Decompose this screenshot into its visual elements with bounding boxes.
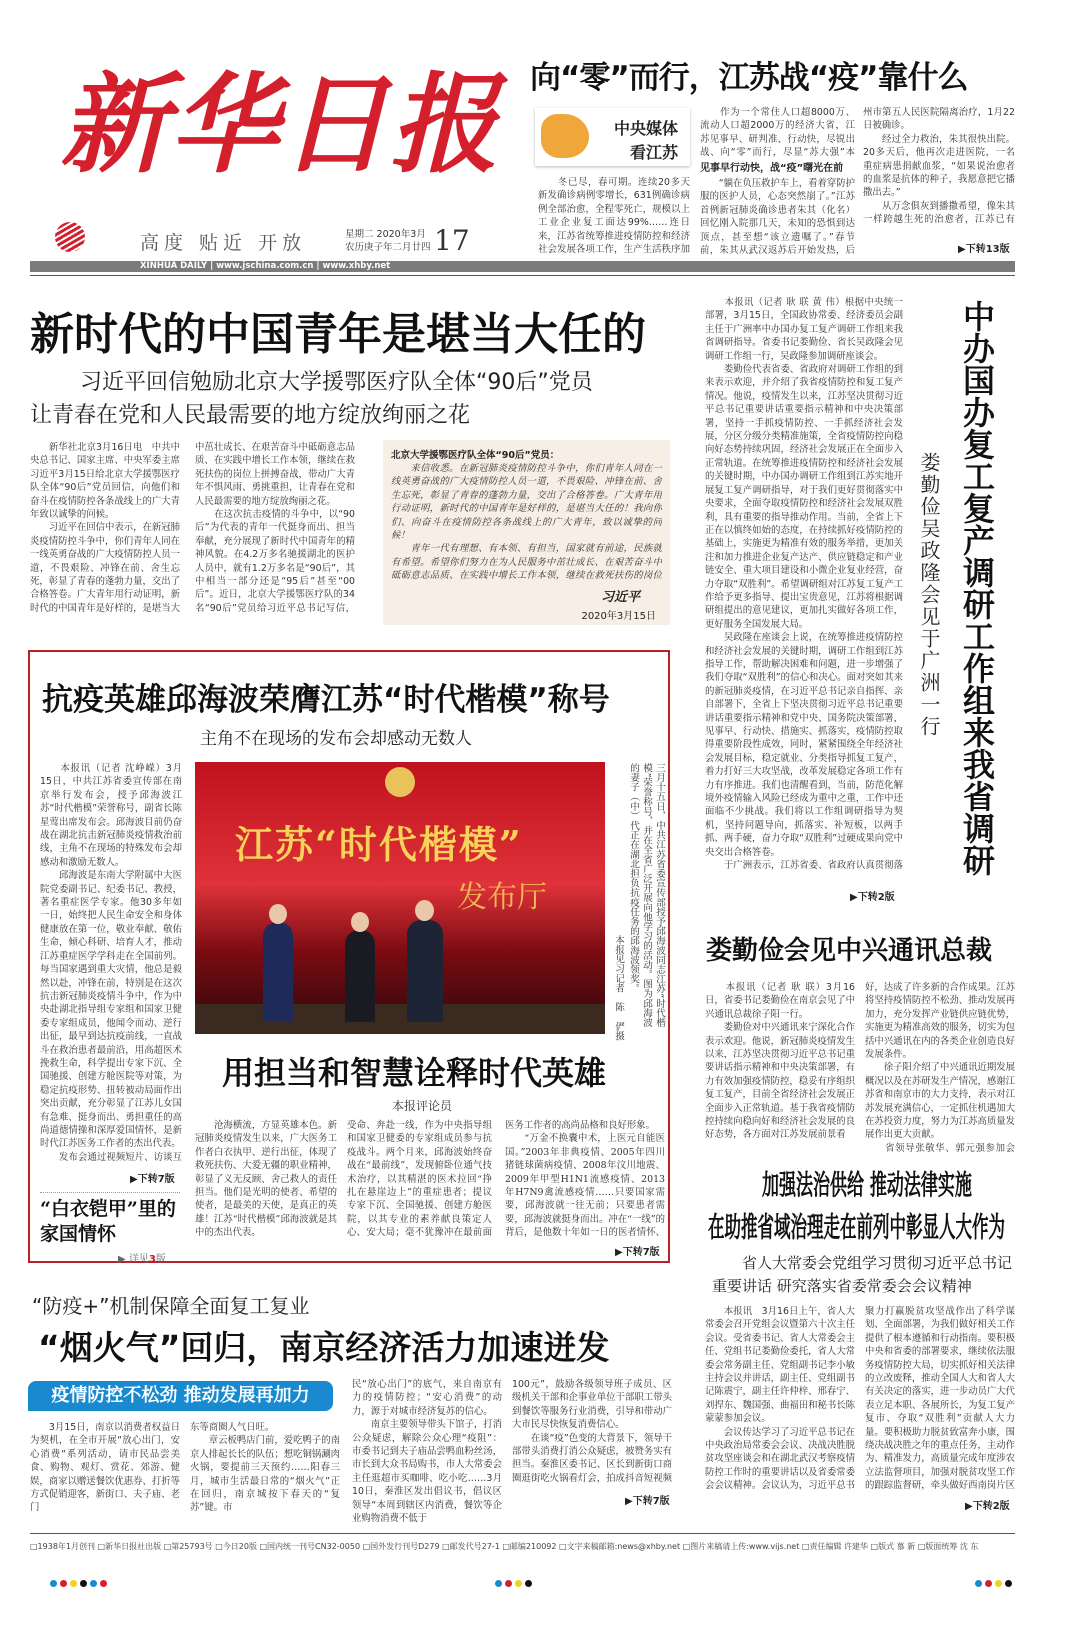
commentary-col3: 医务工作者的高尚品格和良好形象。 “万金不换囊中术，上医元自能医国。”2003年非典疫情、2005年四川猪链球菌病疫情、2008年汶川地震、2009年甲型H1N1流感疫情、2013年H7N9禽流感疫情……只要国家需要，邱海波就一往无前；只要患者需要，邱海波就挺身而出。冲在“一线”的背后，是他数十年如一日的医者情怀、 xyxy=(505,1120,665,1239)
hero-headline[interactable]: 抗疫英雄邱海波荣膺江苏“时代楷模”称号 xyxy=(42,682,610,718)
lead-col2: 中茁壮成长、在艰苦奋斗中砥砺意志品质、在实践中增长工作本领，继续在救死扶伤的岗位上拼搏奋战，带动广大青年不惧风雨、勇挑重担，让青春在党和人民最需要的地方绽放绚丽之花。 在这次抗击疫情的斗争中，以“90后”为代表的青年一代挺身而出、担当奉献，充分展现了新时代中国青年的精神风貌。在4.2万多名驰援湖北的医护人员中，就有1.2万多名是“90后”，其中相当一部分还是“95后”甚至“00后”。近日，北京大学援鄂医疗队的34名“90后”党员给习近平总书记写信， xyxy=(195,442,355,614)
divider xyxy=(30,275,1015,276)
side-story-title[interactable]: “白衣铠甲”里的家国情怀 xyxy=(40,1198,176,1245)
continued-link[interactable]: ▶下转7版 xyxy=(615,1247,660,1258)
color-registration-marks xyxy=(50,1580,107,1587)
letter-box xyxy=(383,440,670,625)
nanjing-col1: 3月15日，南京以消费者权益日为契机，在全市开展“放心出门，安心消费”系列活动，请市民品尝美食、购物、观灯、赏花、郊游、健娱，商家以赠送餐饮优惠券、打折等方式促销迎客，新街口、夫子庙、老门 xyxy=(30,1422,180,1514)
nanjing-headline[interactable]: “烟火气”回归，南京经济活力加速迸发 xyxy=(38,1328,610,1367)
see-page-link[interactable] xyxy=(118,1250,166,1265)
continued-link[interactable]: ▶下转2版 xyxy=(850,892,895,903)
commentary-col1: 沧海横流，方显英雄本色。新冠肺炎疫情发生以来，广大医务工作者白衣执甲、逆行出征，体现了救死扶伤、大爱无疆的职业精神，彰显了义无反顾、舍己救人的责任担当。他们是光明的使者、希望的使者，是最美的天使，是真正的英雄！江苏“时代楷模”邱海波就是其中的杰出代表。 xyxy=(195,1120,337,1239)
continued-link[interactable]: ▶下转7版 xyxy=(130,1174,175,1185)
lead-subhead-2: 让青春在党和人民最需要的地方绽放绚丽之花 xyxy=(30,403,471,428)
top-story-col1: 冬已尽，春可期。连续20多天新发确诊病例零增长，631例确诊病例全部治愈，全程零死亡，规模以上工业企业复工面达99%……连日来，江苏省统筹推进疫情防控和经济社会发展各项工作，生产生活秩序加 xyxy=(538,177,690,256)
see-page-suffix: 版 xyxy=(155,1254,166,1265)
jiangsu-map-icon xyxy=(541,114,589,158)
npc-headline-2[interactable]: 在助推省域治理走在前列中彰显人大作为 xyxy=(708,1210,1005,1244)
letter-body: 来信收悉。在新冠肺炎疫情防控斗争中，你们青年人同在一线英勇奋战的广大疫情防控人员一道，不畏艰险、冲锋在前、舍生忘死，彰显了青春的蓬勃力量，交出了合格答卷。广大青年用行动证明，新时代的中国青年是好样的，是堪当大任的！我向你们、向奋斗在疫情防控各条战线上的广大青年，致以诚挚的问候！ 青年一代有理想、有本领、有担当，国家就有前途，民族就有希望。希望你们努力在为人民服务中茁壮成长、在艰苦奋斗中砥砺意志品质、在实践中增长工作本领，继续在救死扶伤的岗位 xyxy=(391,463,662,582)
newspaper-logo: 新华日报 xyxy=(60,62,501,188)
person-head xyxy=(269,904,287,924)
nanjing-banner: 疫情防控不松劲 推动发展再加力 xyxy=(28,1381,333,1411)
column-badge xyxy=(535,108,690,166)
color-registration-marks xyxy=(975,1580,1012,1587)
photo-credit: 本报见习记者 陈 俨摄 xyxy=(613,935,624,1041)
zte-headline[interactable]: 娄勤俭会见中兴通讯总裁 xyxy=(706,936,993,966)
npc-subhead-1: 省人大常委会党组学习贯彻习近平总书记 xyxy=(742,1254,1013,1272)
stage xyxy=(195,1004,605,1034)
right-story-headline[interactable]: 中办国办复工复产调研工作组来我省调研 xyxy=(958,300,996,876)
nanjing-col3: 民“放心出门”的底气，来自南京有力的疫情防控；“安心消费”的动力，源于对城市经济复苏的信心。 南京主要领导带头下馆子，打消公众疑虑，解除公众心理“疫阻”：市委书记到夫子庙品尝鸭血粉丝汤，市长到大众书局购书，市人大常委会主任逛超市买咖啡、吃小吃……3月10日，秦淮区发出倡议书，倡议区领导“本周到辖区内消费，餐饮等企业购物消费不低于 xyxy=(352,1379,502,1525)
badge-line1: 中央媒体 xyxy=(613,119,678,138)
person-head xyxy=(415,900,434,921)
commentary-headline[interactable]: 用担当和智慧诠释时代英雄 xyxy=(222,1054,607,1092)
photo-caption: 三月十五日，中共江苏省委宣传部授予邱海波同志江苏“时代楷模”荣誉称号，并在全省广泛开展向他学习的活动。图为邱海波的妻子（中）代正在湖北担负抗疫任务的邱海波领奖。 xyxy=(628,763,665,1028)
group-emblem-icon xyxy=(55,222,85,252)
continued-link[interactable]: ▶下转2版 xyxy=(965,1501,1010,1512)
color-registration-marks xyxy=(495,1580,532,1587)
top-story-col2a: 作为一个常住人口超8000万、流动人口超2000万的经济大省，江苏见事早、研判准、行动快，尽锐出战、向“零”而行，尽显“苏大强”本 xyxy=(700,107,855,159)
badge-line2: 看江苏 xyxy=(629,143,678,162)
top-story-col3: 州市第五人民医院隔离治疗，1月22日被确诊。 经过全力救治，朱其很快出院。20多天后，他再次走进医院，一名重症病患捐献血浆，“如果说治愈者的血浆是抗体的种子，我愿意把它播撒出去。” 从万念俱灰到播撒希望，像朱其一样跨越生死的治愈者，江苏已有 xyxy=(863,107,1015,226)
lunar-date: 农历庚子年二月廿四 xyxy=(345,242,431,253)
nanjing-col2: 东等商圈人气日旺。 章云板鸭店门前，爱吃鸭子的南京人排起长长的队伍；想吃铜锅涮肉火锅，要提前三天预约……阳春三月，城市生活最日常的“烟火气”正在回归，南京城按下春天的“复苏”键。市 xyxy=(190,1422,340,1514)
npc-col2: 聚力打赢脱贫攻坚战作出了科学谋划、全面部署，为我们做好相关工作提供了根本遵循和行动指南。要积极中央和省委的部署要求，继续依法服务疫情防控大局，切实抓好相关法律的立改废释，推动全国人大和省人大有关决定的落实，进一步动员广大代表立足本职、各展所长，为复工复产复市、夺取“双胜利”贡献人大力量。要积极助力脱贫致富奔小康，围绕决战决胜之年的重点任务，主动作为、精准发力，高质量完成年度涉农立法监督项目，加强对脱贫攻坚工作的跟踪监督研，牵头做好西南岗片区 xyxy=(865,1306,1015,1492)
weekday-date: 星期二 2020年3月 xyxy=(345,229,426,240)
letter-signature: 习近平 xyxy=(600,590,640,605)
continued-link[interactable]: ▶下转13版 xyxy=(958,244,1010,255)
see-page-prefix: ▶ 详见 xyxy=(118,1254,149,1265)
zte-col2: 好，达成了许多新的合作成果。江苏将坚持疫情防控不松劲、推动发展再加力，充分发挥产业链供应链优势，实施更为精准高效的服务，切实为包括中兴通讯在内的各类企业创造良好发展条件。 徐子阳介绍了中兴通讯近期发展概况以及在苏研发生产情况，感谢江苏省和南京市的大力支持，表示对江苏发展充满信心，一定抓住机遇加大在苏投资力度，努力为江苏高质量发展作出更大贡献。 省领导张敬华、郭元强参加会 xyxy=(865,982,1015,1154)
photo-banner-text-2: 发布厅 xyxy=(457,880,547,915)
masthead-bar-text: XINHUA DAILY | www.jschina.com.cn | www.xhby.net xyxy=(140,261,391,271)
person-right xyxy=(407,920,443,1022)
right-story-body: 本报讯（记者 耿 联 黄 伟）根据中央统一部署，3月15日，全国政协常委、经济委员会副主任于广洲率中办国办复工复产调研工作组来我省调研指导。省委书记娄勤俭、省长吴政隆会见调研工作组一行，吴政隆参加调研座谈会。 娄勤俭代表省委、省政府对调研工作组的到来表示欢迎，并介绍了我省疫情防控和复工复产情况。他说，疫情发生以来，江苏坚决贯彻习近平总书记重要讲话重要指示精神和中央决策部署，坚持一手抓疫情防控、一手抓经济社会发展，分区分级分类精准施策，全省疫情防控向稳向好态势持续巩固，经济社会发展正在全面步入正常轨道。在统筹推进疫情防控和经济社会发展的关键时期，中办国办调研工作组到江苏实地开展复工复产调研指导，对于我们更好贯彻落实中央要求，全面夺取疫情防控和经济社会发展双胜利，具有重要的指导推动作用。当前，全省上下正在以慎终如始的态度，在持续抓好疫情防控的基础上，实施更为精准有效的服务举措，更加关注和加力推进企业复产达产、供应链稳定和产业链安全、重大项目建设和小微企业复业经营，奋力夺取“双胜利”。希望调研组对江苏复工复产工作给予更多指导、提出宝贵意见，江苏将根据调研组提出的意见建议，更加扎实做好各项工作，更好服务全国发展大局。 吴政隆在座谈会上说，在统筹推进疫情防控和经济社会发展的关键时期，调研工作组到江苏指导工作，帮助解决困难和问题，进一步增强了我们夺取“双胜利”的信心和决心。面对突如其来的新冠肺炎疫情，在习近平总书记亲自指挥、亲自部署下，全省上下坚决贯彻习近平总书记重要讲话重要指示精神和党中央、国务院决策部署，见事早、行动快、措施实、抓落实，疫情防控取得重要阶段性成效，同时，紧紧围绕全年经济社会发展目标，稳定就业、分类指导抓复工复产，着力打好三大攻坚战，改革发展稳定各项工作有力有序推进。我们也清醒看到，当前，防范化解境外疫情输入风险已经成为重中之重，工作中还面临不少挑战。我们将以工作组调研指导为契机，坚持问题导向，抓落实、补短板，以两手抓、两手硬，奋力夺取“双胜利”过硬成果向党中央交出合格答卷。 于广洲表示，江苏省委、省政府认真贯彻落 xyxy=(705,297,903,872)
divider xyxy=(30,1533,1015,1534)
commentary-col2: 受命、奔赴一线，作为中央指导组和国家卫健委的专家组成员参与抗疫战斗。两个月来，邱海波始终奋战在“最前线”，发现俯卧位通气技术治疗，以其精湛的医术拉回“挣扎在悬崖边上”的重症患者；提议专家下沉、全国驰援、创建方舱医院，以其专业的素养献良策定人心、安大局；毫不犹豫冲在最前面 xyxy=(347,1120,492,1239)
day-number: 17 xyxy=(434,224,470,257)
lead-headline[interactable]: 新时代的中国青年是堪当大任的 xyxy=(30,309,646,360)
person-left xyxy=(263,922,293,1022)
lead-col1: 新华社北京3月16日电 中共中央总书记、国家主席、中央军委主席习近平3月15日给北京大学援鄂医疗队全体“90后”党员回信，向他们和奋斗在疫情防控各条战线上的广大青年致以诚挚的问候。 习近平在回信中表示，在新冠肺炎疫情防控斗争中，你们青年人同在一线英勇奋战的广大疫情防控人员一道，不畏艰险、冲锋在前、舍生忘死，彰显了青春的蓬勃力量，交出了合格答卷。广大青年用行动证明，新时代的中国青年是好样的，是堪当大 xyxy=(30,442,180,614)
divider xyxy=(40,1192,180,1193)
photo-banner-text: 江苏“时代楷模” xyxy=(235,822,523,867)
slogan: 高度 贴近 开放 xyxy=(140,232,307,254)
nanjing-col4: 100元”，鼓励各级领导班子成员、区级机关干部和企事业单位干部职工带头到餐饮等服务行业消费，引导和带动广大市民尽快恢复消费信心。 在谈“疫”色变的大背景下，领导干部带头消费打消公众疑虑，被赞务实有担当。秦淮区委书记、区长到新街口商圈逛街吃火锅看灯会，拍成抖音短视频 xyxy=(512,1379,672,1484)
letter-title: 北京大学援鄂医疗队全体“90后”党员： xyxy=(391,450,560,461)
top-story-headline[interactable]: 向“零”而行，江苏战“疫”靠什么 xyxy=(530,60,968,96)
npc-subhead-2: 重要讲话 研究落实省委常委会会议精神 xyxy=(712,1277,972,1295)
person-head xyxy=(351,912,369,932)
hero-body: 本报讯（记者 沈峥嵘）3月15日，中共江苏省委宣传部在南京举行发布会，授予邱海波江苏“时代楷模”荣誉称号，副省长陈星莺出席发布会。邱海波目前仍奋战在湖北抗击新冠肺炎疫情救治前线，主角不在现场的特殊发布会却感动和激励无数人。 邱海波是东南大学附属中大医院党委副书记、纪委书记、教授，著名重症医学专家。他30多年如一日，始终把人民生命安全和身体健康放在第一位，敬业奉献、敬佑生命，倾心科研、培育人才，推动江苏重症医学学科走在全国前列。每当国家遇到重大灾情，他总是毅然以赴，冲锋在前，特别是在这次抗击新冠肺炎疫情斗争中，作为中央赴湖北指导组专家组和国家卫健委专家组成员，他闻令而动、逆行出征，最早到达抗疫前线，一直战斗在救治患者最前沿，用高超医术挽救生命，科学提出专家下沉、全国驰援、创建方舱医院等对策，为稳定抗疫形势、扭转被动局面作出突出贡献，充分彰显了江苏儿女国有急难、挺身而出、勇担重任的高尚道德情操和深厚爱国情怀，是新时代江苏医务工作者的杰出代表。 发布会通过视频短片、访谈互 xyxy=(40,763,182,1163)
lead-subhead-1: 习近平回信勉励北京大学援鄂医疗队全体“90后”党员 xyxy=(80,370,593,395)
commentary-byline: 本报评论员 xyxy=(392,1099,453,1113)
hero-subhead: 主角不在现场的发布会却感动无数人 xyxy=(200,729,472,749)
top-story-subhead: 见事早行动快，战“疫”曙光在前 xyxy=(700,163,844,174)
publication-info: □1938年1月创刊 □新华日报社出版 □第25793号 □今日20版 □国内统一刊号CN32-0050 □国外发行刊号D279 □邮发代号27-1 □邮编210092 □文字来稿邮箱:news@xhby.net □图片来稿请上传:www.vijs.net □责任编辑 许建华 □版式 慕 新 □版面统筹 沈 东 xyxy=(30,1542,979,1551)
npc-col1: 本报讯 3月16日上午，省人大常委会召开党组会议暨第六十次主任会议。受省委书记、省人大常委会主任、党组书记娄勤俭委托，省人大常委会常务副主任、党组副书记李小敏主持会议并讲话，副主任、党组副书记陈震宁，副主任许仲梓、邢春宁、刘捍东、魏国强、曲福田和秘书长陈蒙蒙参加会议。 会议传达学习了习近平总书记在中央政治局常委会会议、决战决胜脱贫攻坚座谈会和在湖北武汉考察疫情防控工作时的重要讲话以及省委常委会会议精神。会议认为，习近平总书 xyxy=(705,1306,855,1492)
zte-col1: 本报讯（记者 耿 联）3月16日，省委书记娄勤俭在南京会见了中兴通讯总裁徐子阳一行。 娄勤俭对中兴通讯来宁深化合作表示欢迎。他说，新冠肺炎疫情发生以来，江苏坚决贯彻习近平总书记重要讲话指示精神和中央决策部署，有力有效加强疫情防控，稳妥有序组织复工复产，目前全省经济社会发展正全面步入正常轨道。基于我省疫情防控持续向稳向好和经济社会发展的良好态势，各方面对江苏发展前景看 xyxy=(705,982,855,1141)
person-center xyxy=(345,930,375,1022)
award-ceremony-photo[interactable] xyxy=(195,762,605,1034)
letter-date: 2020年3月15日 xyxy=(581,611,656,622)
see-page-number: 3 xyxy=(148,1254,156,1265)
continued-link[interactable]: ▶下转7版 xyxy=(625,1496,670,1507)
nanjing-kicker: “防疫+”机制保障全面复工复业 xyxy=(32,1294,310,1318)
top-story-col2b: “躺在负压救护车上，看着穿防护服的医护人员，心态突然崩了。”江苏首例新冠肺炎确诊患者朱其（化名）回忆刚入院那几天，未知的恐惧到达顶点，甚至想“该立遗嘱了。”春节前，朱其从武汉返苏后开始发热，后 xyxy=(700,178,855,257)
date-block xyxy=(345,228,431,254)
masthead-bar xyxy=(30,261,1015,272)
npc-headline-1[interactable]: 加强法治供给 推动法律实施 xyxy=(762,1170,972,1202)
right-story-subhead: 娄勤俭吴政隆会见于广洲一行 xyxy=(917,452,941,738)
party-emblem-icon xyxy=(385,767,415,797)
